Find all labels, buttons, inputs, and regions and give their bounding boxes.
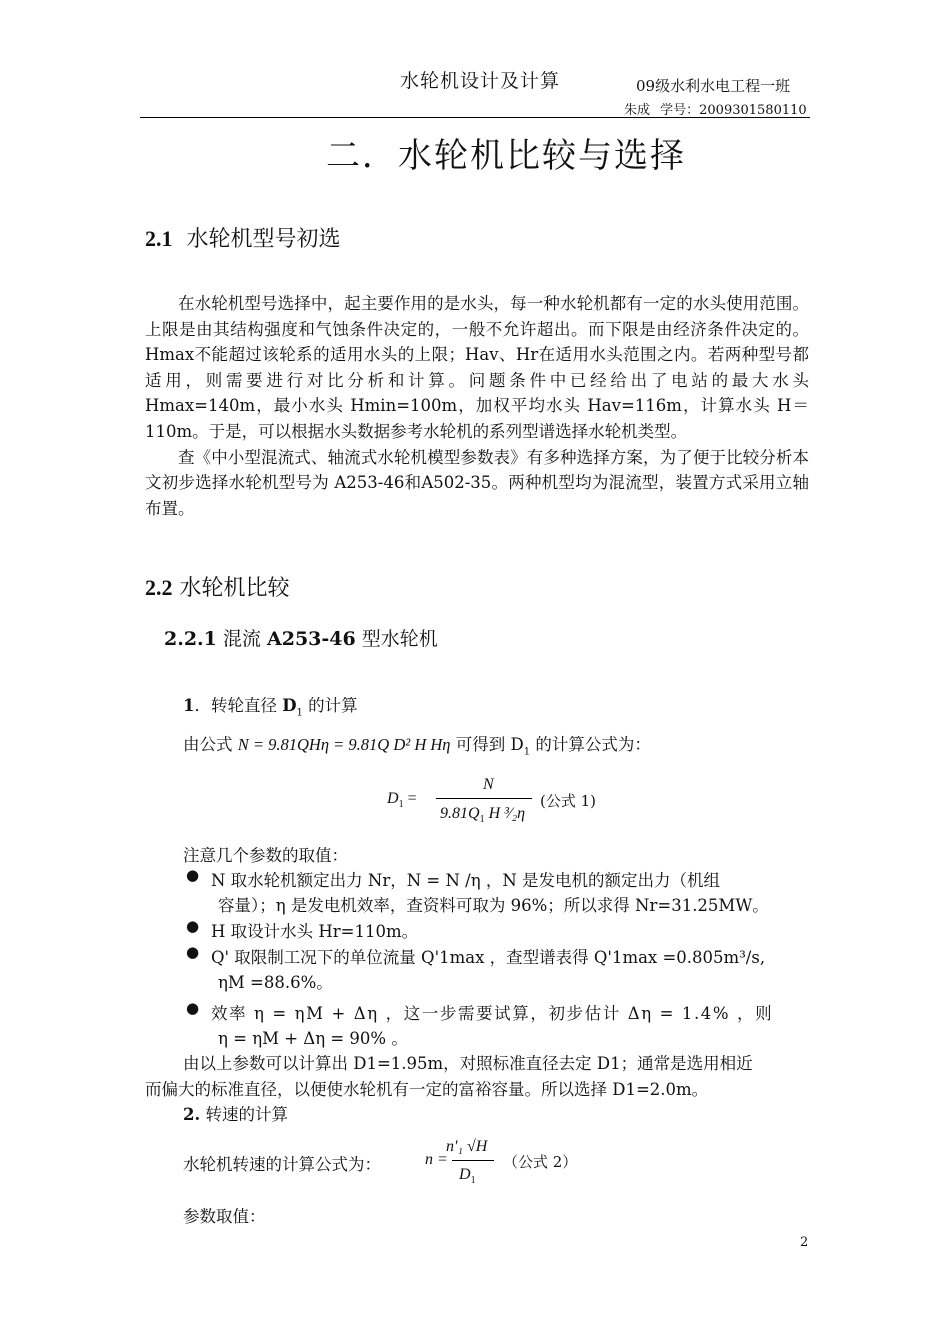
section-2-1-body [145,291,809,521]
section-title: 水轮机型号初选 [186,227,341,252]
bullet-text: 效率 η = ηM + Δη ，这一步需要试算，初步估计 Δη = 1.4% ，则 [211,1004,774,1023]
item-symbol: D [282,696,297,715]
formula-1-lhs-symbol: D [387,790,399,807]
formula-1-equals: = [407,790,417,807]
section-heading-2-1 [145,222,341,253]
paragraph: 查《中小型混流式、轴流式水轮机模型参数表》有多种选择方案，为了便于比较分析本文初步选择水轮机型号为 A253-46和A502-35。两种机型均为混流型，装置方式采用立轴布置。 [145,447,809,518]
formula-suffix: 的计算公式为： [530,735,651,754]
item-text: 转速的计算 [205,1105,288,1124]
bullet-text-continued: ηM =88.6%。 [218,973,333,992]
formula-1-den-sub: 1 [479,814,485,826]
subsection-number: 2.2.1 [164,628,217,650]
section-heading-2-2 [145,571,290,602]
params-label: 参数取值： [183,1207,266,1226]
bullet-text-continued: 容量）；η 是发电机效率，查资料可取为 96%；所以求得 Nr=31.25MW。 [218,896,769,915]
formula-1-lhs-sub: 1 [398,799,404,811]
bullet-icon: ● [186,999,200,1017]
item-2-heading [183,1101,288,1125]
item-number: 2. [183,1105,201,1124]
speed-formula-label: （公式 2） [503,1153,578,1171]
item-symbol-sub: 1 [296,707,303,719]
item-1-heading [183,692,358,718]
subsection-title-prefix: 混流 [222,628,261,650]
formula-suffix: 可得到 D [455,735,524,754]
formula-1-lhs [387,790,417,810]
bullet-text: Q' 取限制工况下的单位流量 Q'1max ，查型谱表得 Q'1max =0.805m³/s, [211,948,766,967]
formula-suffix-sub: 1 [523,746,531,758]
speed-formula-numerator: n'₁ √H [446,1138,488,1155]
speed-formula-prefix: 水轮机转速的计算公式为： [183,1155,381,1174]
item-number: 1 [183,696,195,715]
notes-intro: 注意几个参数的取值： [183,846,348,865]
speed-formula-lhs: n = [425,1151,448,1168]
speed-formula-fraction-bar [452,1160,494,1161]
subsection-model: A253-46 [267,628,356,650]
speed-formula-den-sub: 1 [470,1175,476,1187]
conclusion-line: 而偏大的标准直径，以便使水轮机有一定的富裕容量。所以选择 D1=2.0m。 [145,1080,709,1099]
bullet-icon: ● [186,866,200,884]
running-header-class: 09级水利水电工程一班 [636,77,791,95]
bullet-icon: ● [186,943,200,961]
section-title: 水轮机比较 [179,576,290,601]
subsection-heading-2-2-1 [164,624,438,651]
chapter-title: 二．水轮机比较与选择 [326,136,686,176]
bullet-text-continued: η = ηM + Δη = 90% 。 [218,1029,408,1048]
conclusion-line: 由以上参数可以计算出 D1=1.95m，对照标准直径去定 D1；通常是选用相近 [183,1054,753,1073]
formula-1-numerator: N [483,776,494,793]
running-header-student: 朱成 学号：2009301580110 [624,103,807,118]
formula-1-denominator [440,805,525,825]
power-formula: N = 9.81QHη = 9.81Q D² H Hη [237,735,451,754]
bullet-text: H 取设计水头 Hr=110m。 [211,922,419,941]
item-text: ．转轮直径 [194,696,283,715]
paragraph: 在水轮机型号选择中，起主要作用的是水头，每一种水轮机都有一定的水头使用范围。上限是由其结构强度和气蚀条件决定的，一般不允许超出。而下限是由经济条件决定的。Hmax不能超过该轮系的适用水头的上限；Hav、Hr在适用水头范围之内。若两种型号都适用，则需要进行对比分析和计算。问题条件中已经给出了电站的最大水头 Hmax=140m，最小水头 Hmin=100m，加权平均水头 Hav=116m，计算水头 H＝110m。于是，可以根据水头数据参考水轮机的系列型谱选择水轮机类型。 [145,294,809,441]
page-number: 2 [800,1235,809,1250]
section-number: 2.2 [145,575,173,600]
formula-1-fraction-bar [436,798,532,799]
subsection-title-suffix: 型水轮机 [361,628,438,650]
speed-formula-denominator [459,1166,476,1186]
formula-prefix: 由公式 [183,735,233,754]
header-rule [140,117,810,118]
speed-formula-den-symbol: D [459,1166,471,1183]
bullet-text: N 取水轮机额定出力 Nr，N = N /η ，N 是发电机的额定出力（机组 [211,871,721,890]
formula-1-label: (公式 1) [540,792,597,810]
formula-1-den-tail: H ³⁄₂η [488,805,526,822]
bullet-icon: ● [186,917,200,935]
formula-intro-line [183,731,651,757]
formula-1-den-main: 9.81Q [440,805,480,822]
section-number: 2.1 [145,226,173,251]
running-header-title: 水轮机设计及计算 [400,70,561,92]
item-text: 的计算 [302,696,358,715]
